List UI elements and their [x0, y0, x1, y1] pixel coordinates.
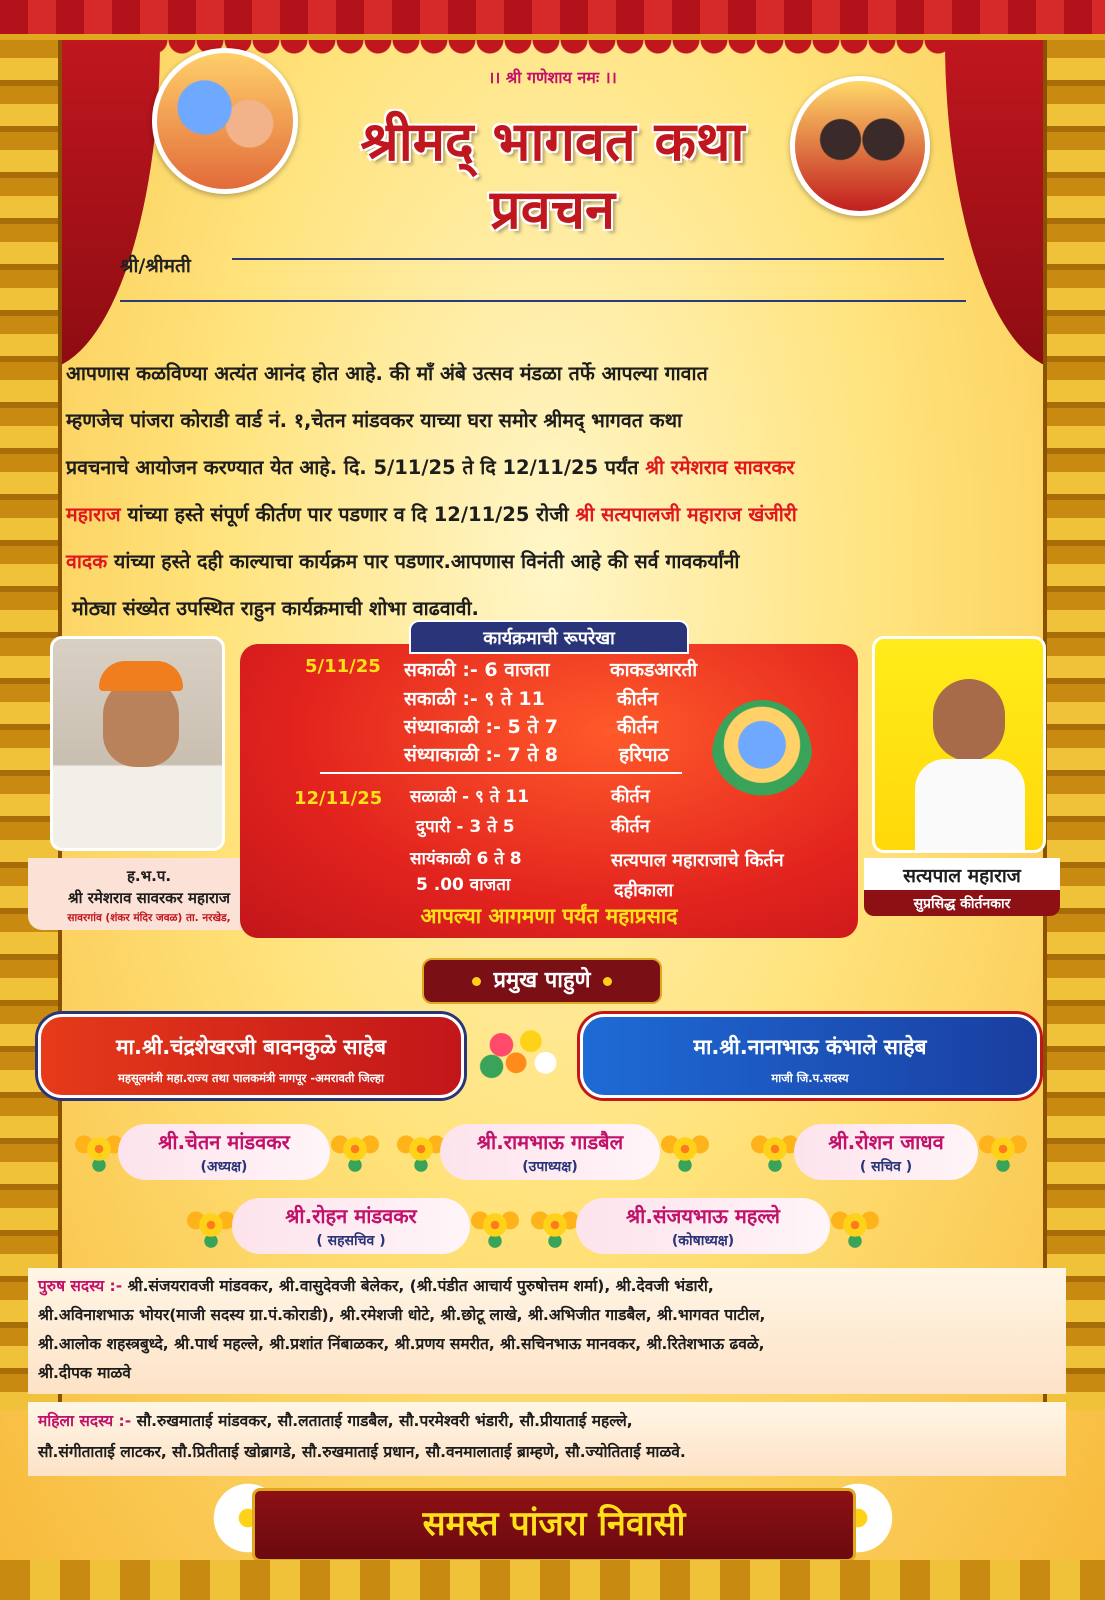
ganesh-invocation: ।। श्री गणेशाय नमः ।।: [488, 68, 617, 87]
committee-member: [794, 1124, 978, 1180]
flower-icon: [530, 1202, 580, 1248]
flower-icon: [830, 1202, 880, 1248]
ramesh-maharaj-photo: [50, 636, 225, 851]
member-name: श्री.रोहन मांडवकर: [285, 1204, 417, 1228]
flower-icon: [396, 1126, 446, 1172]
title-line-1: श्रीमद् भागवत कथा: [360, 109, 745, 173]
invitation-paragraph: [66, 350, 1056, 632]
member-role: (कोषाध्यक्ष): [671, 1233, 735, 1249]
day2-time: सायंकाळी 6 ते 8: [410, 849, 522, 869]
name-line-2: [120, 300, 966, 302]
satyapal-maharaj-photo: [872, 636, 1046, 853]
guest-card-2: [580, 1014, 1040, 1098]
day2-event: कीर्तन: [611, 786, 650, 807]
para-line: वादक यांच्या हस्ते दही काल्याचा कार्यक्रम पार पडणार.आपणास विनंती आहे की सर्व गावकर्यांनी: [66, 550, 740, 573]
left-person-name: श्री रमेशराव सावरकर महाराज: [68, 889, 230, 907]
committee-member: [440, 1124, 660, 1180]
day2-event: दहीकाला: [614, 880, 674, 901]
para-line: म्हणजेच पांजरा कोराडी वार्ड नं. १,चेतन मांडवकर याच्या घरा समोर श्रीमद् भागवत कथा: [66, 409, 683, 432]
guest-name: मा.श्री.नानाभाऊ कंभाले साहेब: [693, 1035, 927, 1059]
day1-time: सकाळी :- ९ ते 11: [404, 688, 545, 710]
male-members: [38, 1272, 1058, 1388]
schedule-header: कार्यक्रमाची रूपरेखा: [409, 620, 689, 654]
right-pillar: [1043, 40, 1105, 1410]
member-role: (उपाध्यक्ष): [522, 1159, 578, 1175]
committee-member: [118, 1124, 330, 1180]
flower-icon: [750, 1126, 800, 1172]
right-person-name: सत्यपाल महाराज: [864, 858, 1060, 890]
member-role: ( सचिव ): [859, 1159, 913, 1175]
bottom-border: [0, 1560, 1105, 1600]
para-line: मोठ्या संख्येत उपस्थित राहुन कार्यक्रमाची शोभा वाढवावी.: [72, 597, 479, 620]
flower-icon: [330, 1126, 380, 1172]
female-line: सौ.संगीताताई लाटकर, सौ.प्रितीताई खोब्रागडे, सौ.रुखमाताई प्रधान, सौ.वनमालाताई ब्राम्हणे, सौ.ज्योतिताई माळवे.: [38, 1443, 686, 1461]
left-person-title: ह.भ.प.: [126, 867, 172, 885]
member-name: श्री.रोशन जाधव: [828, 1130, 944, 1154]
committee-member: [576, 1198, 830, 1254]
member-role: (अध्यक्ष): [200, 1159, 248, 1175]
guest-desc: महसूलमंत्री महा.राज्य तथा पालकमंत्री नागपूर -अमरावती जिल्हा: [118, 1071, 384, 1085]
dot-icon: [603, 977, 612, 986]
day1-time: सकाळी :- 6 वाजता: [404, 659, 550, 681]
guest-desc: माजी जि.प.सदस्य: [771, 1071, 849, 1085]
member-name: श्री.संजयभाऊ महल्ले: [626, 1204, 780, 1228]
day2-time: 5 .00 वाजता: [416, 875, 511, 895]
name-label: श्री/श्रीमती: [120, 255, 191, 277]
name-line-1: [232, 258, 944, 260]
female-line: महिला सदस्य :- सौ.रुखमाताई मांडवकर, सौ.लताताई गाडबैल, सौ.परमेश्वरी भंडारी, सौ.प्रीयाताई महल्ले,: [38, 1412, 633, 1430]
flower-icon: [186, 1202, 236, 1248]
flower-icon: [74, 1126, 124, 1172]
bal-krishna-image: [712, 700, 812, 812]
member-role: ( सहसचिव ): [316, 1233, 386, 1249]
day1-time: संध्याकाळी :- 7 ते 8: [404, 744, 559, 766]
flower-icon: [470, 1202, 520, 1248]
day1-event: कीर्तन: [617, 716, 658, 738]
male-line: श्री.अविनाशभाऊ भोयर(माजी सदस्य ग्रा.पं.कोराडी), श्री.रमेशजी धोटे, श्री.छोटू लाखे, श्री.अभिजीत गाडबैल, श्री.भागवत पाटील,: [38, 1306, 766, 1324]
right-person-desc: सुप्रसिद्ध कीर्तनकार: [864, 890, 1060, 916]
day2-time: सळाळी - ९ ते 11: [410, 787, 530, 807]
guest-card-1: [38, 1014, 464, 1098]
male-line: श्री.दीपक माळवे: [38, 1364, 131, 1382]
chief-guests-header: प्रमुख पाहुणे: [422, 958, 662, 1004]
flower-icon: [978, 1126, 1028, 1172]
day1-time: संध्याकाळी :- 5 ते 7: [404, 716, 559, 738]
schedule-divider: [320, 772, 682, 774]
day2-date: 12/11/25: [294, 788, 383, 809]
title-line-2: प्रवचन: [489, 177, 615, 241]
bouquet-icon: [472, 1016, 570, 1088]
day2-event: सत्यपाल महाराजाचे किर्तन: [611, 850, 784, 871]
dot-icon: [472, 977, 481, 986]
day1-event: हरिपाठ: [619, 744, 669, 766]
flower-icon: [660, 1126, 710, 1172]
day2-event: कीर्तन: [611, 816, 650, 837]
top-curtain: [0, 0, 1105, 40]
guest-name: मा.श्री.चंद्रशेखरजी बावनकुळे साहेब: [115, 1035, 387, 1059]
day1-date: 5/11/25: [305, 656, 381, 677]
left-person-address: सावरगांव (शंकर मंदिर जवळ) ता. नरखेड,: [67, 912, 231, 924]
left-person-caption: [28, 858, 270, 930]
day1-event: काकडआरती: [610, 659, 698, 681]
male-line: श्री.आलोक शहस्त्रबुध्दे, श्री.पार्थ महल्ले, श्री.प्रशांत निंबाळकर, श्री.प्रणय समरीत, श्री.सचिनभाऊ मानवकर, श्री.रितेशभाऊ ढवळे,: [38, 1335, 765, 1353]
day2-time: दुपारी - 3 ते 5: [416, 817, 515, 837]
member-name: श्री.रामभाऊ गाडबैल: [476, 1130, 624, 1154]
right-person-caption: [864, 858, 1060, 916]
para-line: प्रवचनाचे आयोजन करण्यात येत आहे. दि. 5/11/25 ते दि 12/11/25 पर्यंत श्री रमेशराव सावरकर: [66, 456, 795, 479]
footer-banner: समस्त पांजरा निवासी: [252, 1488, 856, 1562]
day1-event: कीर्तन: [617, 688, 658, 710]
female-members: [38, 1406, 1058, 1468]
mahaprasad-note: आपल्या आगमणा पर्यंत महाप्रसाद: [420, 904, 678, 928]
committee-member: [232, 1198, 470, 1254]
male-line: पुरुष सदस्य :- श्री.संजयरावजी मांडवकर, श्री.वासुदेवजी बेलेकर, (श्री.पंडीत आचार्य पुरुषोत्तम शर्मा), श्री.देवजी भंडारी,: [38, 1277, 714, 1295]
para-line: आपणास कळविण्या अत्यंत आनंद होत आहे. की माँ अंबे उत्सव मंडळा तर्फे आपल्या गावात: [66, 362, 708, 385]
member-name: श्री.चेतन मांडवकर: [158, 1130, 290, 1154]
para-line: महाराज यांच्या हस्ते संपूर्ण कीर्तण पार पडणार व दि 12/11/25 रोजी श्री सत्यपालजी महाराज खंजीरी: [66, 503, 797, 526]
